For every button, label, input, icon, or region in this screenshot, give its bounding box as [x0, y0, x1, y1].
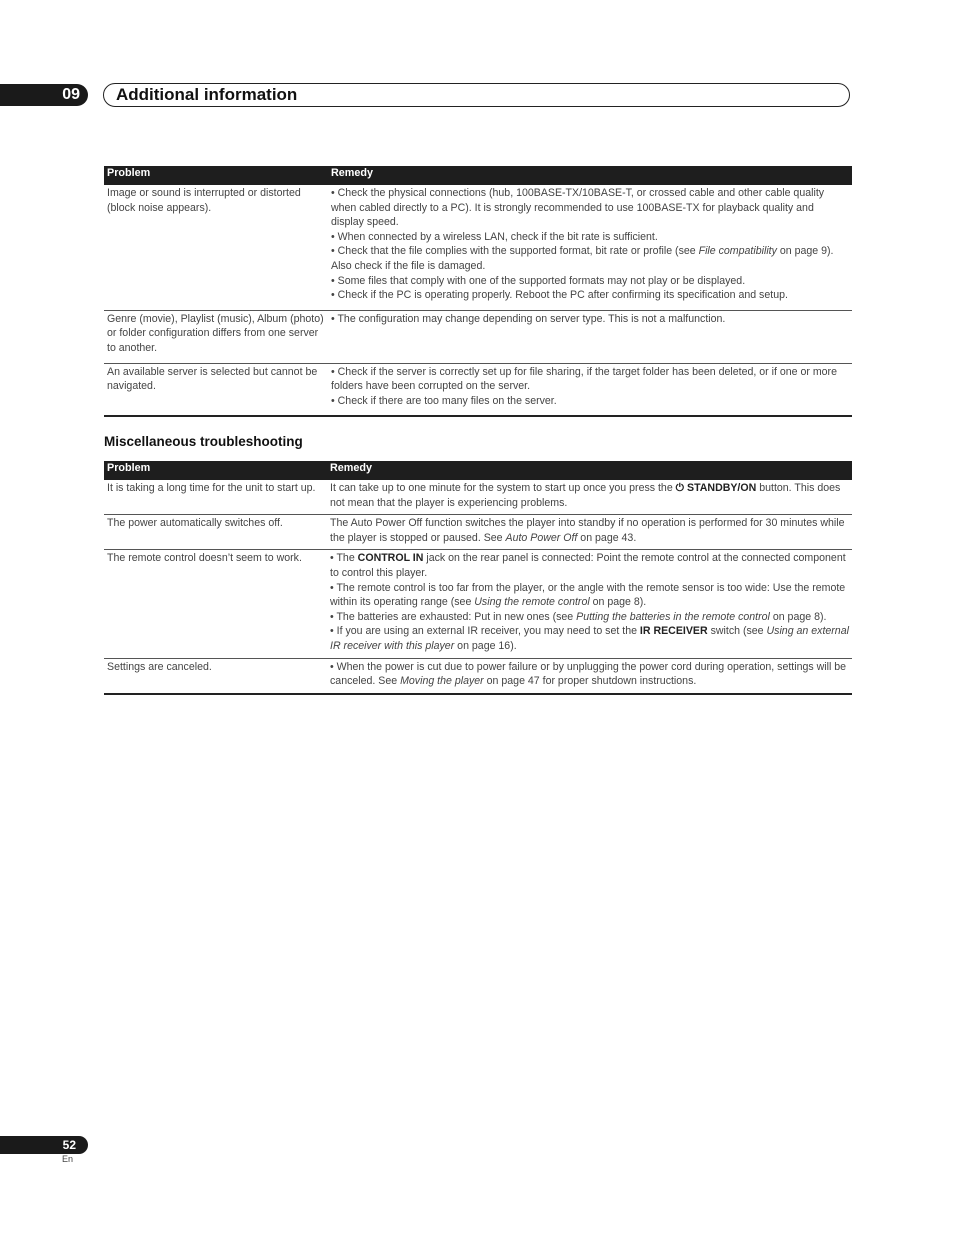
chapter-tab — [0, 84, 88, 106]
remedy-text: on page 9). Also check if the file is damaged. — [331, 245, 834, 272]
problem-cell: Image or sound is interrupted or distorted (block noise appears). — [104, 185, 328, 310]
remedy-line: • Check if the server is correctly set up for file sharing, if the target folder has been deleted, or if one or more folders have been corrupted on the server. — [331, 365, 837, 393]
remedy-cell — [328, 185, 852, 310]
remedy-cell — [327, 550, 852, 658]
remedy-text: on page 8). — [589, 596, 647, 609]
section-heading: Miscellaneous troubleshooting — [104, 434, 303, 449]
chapter-title: Additional information — [116, 85, 298, 104]
jack-name: CONTROL IN — [357, 552, 424, 565]
page-reference: Using an external IR receiver with this player — [330, 625, 849, 652]
language-code: En — [62, 1154, 74, 1164]
remedy-cell — [327, 658, 852, 694]
problem-column-header: Problem — [104, 166, 328, 185]
remedy-line: • Check if the PC is operating properly. Reboot the PC after confirming its specification and setup. — [331, 289, 788, 302]
chapter-bar — [103, 83, 850, 107]
remedy-line: • Some files that comply with one of the supported formats may not play or be displayed. — [331, 274, 746, 287]
table-row — [104, 658, 852, 694]
remedy-column-header: Remedy — [328, 166, 852, 185]
remedy-text: • When the power is cut due to power failure or by unplugging the power cord during operation, settings will be canceled. See — [330, 660, 847, 688]
page-reference: Putting the batteries in the remote control — [576, 610, 770, 623]
remedy-text: on page 16). — [454, 639, 517, 652]
button-name: STANDBY/ON — [687, 482, 757, 494]
remedy-cell — [327, 515, 852, 550]
table-row — [104, 480, 852, 515]
table-row — [104, 185, 852, 310]
table-row — [104, 363, 852, 416]
remedy-text: • The batteries are exhausted: Put in new ones (see — [330, 610, 577, 623]
problem-cell: The power automatically switches off. — [104, 515, 327, 550]
remedy-text: The Auto Power Off function switches the player into standby if no operation is performed for 30 minutes while the player is stopped or paused. See — [330, 517, 845, 544]
power-icon: ⏻ — [675, 482, 685, 494]
remedy-text: button. This does not mean that the player is experiencing problems. — [330, 482, 841, 509]
table-row — [104, 515, 852, 550]
remedy-line — [331, 244, 849, 273]
remedy-line: • Check if there are too many files on the server. — [331, 394, 557, 407]
remedy-cell — [327, 480, 852, 515]
remedy-cell — [328, 363, 852, 416]
problem-column-header: Problem — [104, 461, 327, 480]
remedy-line: • The configuration may change depending on server type. This is not a malfunction. — [331, 312, 726, 325]
remedy-line: • Check the physical connections (hub, 100BASE-TX/10BASE-T, or crossed cable and other cable quality when cabled directly to a PC). It is strongly recommended to use 100BASE-TX for playback quality and display speed. — [331, 187, 825, 229]
remedy-line: • When connected by a wireless LAN, check if the bit rate is sufficient. — [331, 230, 658, 243]
troubleshooting-table-network — [104, 166, 852, 417]
chapter-number: 09 — [62, 86, 80, 103]
remedy-text: It can take up to one minute for the system to start up once you press the — [330, 482, 676, 494]
page-reference: Auto Power Off — [505, 531, 578, 544]
switch-name: IR RECEIVER — [639, 625, 708, 638]
remedy-text: • Check that the file complies with the supported format, bit rate or profile (see — [331, 245, 699, 258]
remedy-column-header: Remedy — [327, 461, 852, 480]
problem-cell: Genre (movie), Playlist (music), Album (photo) or folder configuration differs from one server to another. — [104, 310, 328, 363]
remedy-line — [330, 581, 849, 610]
problem-cell: Settings are canceled. — [104, 658, 327, 694]
page-number: 52 — [62, 1138, 76, 1152]
table-header-row — [104, 461, 852, 480]
remedy-text: switch (see — [707, 625, 767, 638]
problem-cell: The remote control doesn’t seem to work. — [104, 550, 327, 658]
remedy-line — [330, 610, 849, 625]
remedy-text: jack on the rear panel is connected: Point the remote control at the connected component to control this player. — [330, 552, 846, 579]
remedy-line — [330, 624, 849, 653]
page-number-tab — [0, 1136, 88, 1154]
page-reference: File compatibility — [698, 245, 777, 258]
problem-cell: It is taking a long time for the unit to start up. — [104, 480, 327, 515]
page-reference: Using the remote control — [474, 596, 590, 609]
page-reference: Moving the player — [400, 675, 484, 688]
remedy-text: • The remote control is too far from the player, or the angle with the remote sensor is too wide: Use the remote within its operating range (see — [330, 581, 846, 609]
remedy-text: on page 43. — [577, 531, 637, 544]
problem-cell: An available server is selected but cannot be navigated. — [104, 363, 328, 416]
troubleshooting-table-misc — [104, 461, 852, 695]
remedy-cell — [328, 310, 852, 363]
table-row — [104, 310, 852, 363]
remedy-text: • The — [330, 552, 358, 565]
remedy-text: on page 47 for proper shutdown instructions. — [483, 675, 697, 688]
remedy-text: on page 8). — [769, 610, 827, 623]
remedy-text: • If you are using an external IR receiver, you may need to set the — [330, 625, 640, 638]
remedy-line — [330, 551, 849, 580]
table-row — [104, 550, 852, 658]
table-header-row — [104, 166, 852, 185]
